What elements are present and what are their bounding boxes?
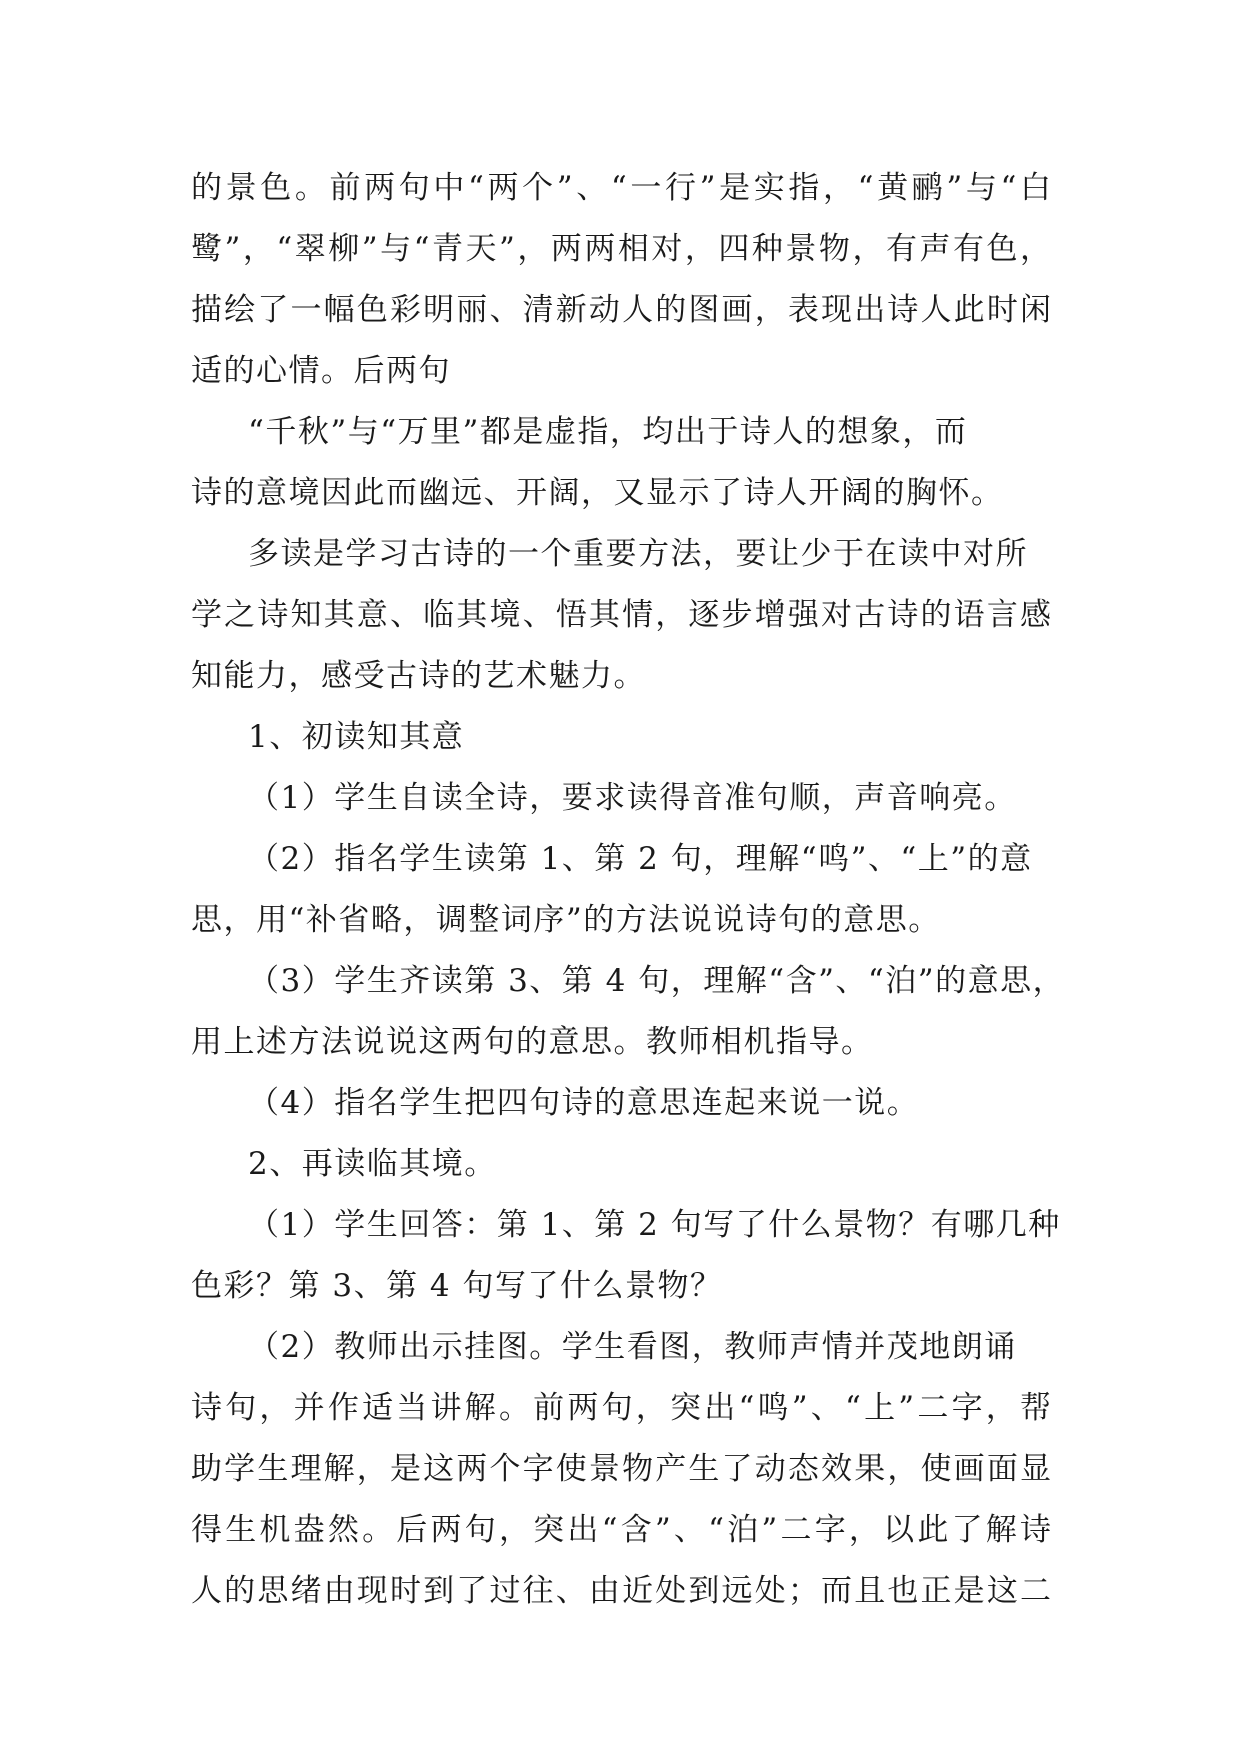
text-line: 得生机盎然。后两句，突出“含”、“泊”二字，以此了解诗 bbox=[191, 1512, 1051, 1548]
text-line: 诗的意境因此而幽远、开阔，又显示了诗人开阔的胸怀。 bbox=[191, 475, 1004, 511]
list-item: （1）学生回答：第 1、第 2 句写了什么景物？有哪几种 bbox=[248, 1207, 1061, 1243]
list-item: （2）指名学生读第 1、第 2 句，理解“鸣”、“上”的意 bbox=[248, 841, 1033, 877]
text-line: 用上述方法说说这两句的意思。教师相机指导。 bbox=[191, 1024, 874, 1060]
text-line: 描绘了一幅色彩明丽、清新动人的图画，表现出诗人此时闲 bbox=[191, 292, 1051, 328]
section-heading: 1、初读知其意 bbox=[248, 719, 465, 755]
list-item: （2）教师出示挂图。学生看图，教师声情并茂地朗诵 bbox=[248, 1329, 1017, 1365]
list-item: （1）学生自读全诗，要求读得音准句顺，声音响亮。 bbox=[248, 780, 1017, 816]
text-line: 助学生理解，是这两个字使景物产生了动态效果，使画面显 bbox=[191, 1451, 1051, 1487]
text-line: 诗句，并作适当讲解。前两句，突出“鸣”、“上”二字，帮 bbox=[191, 1390, 1051, 1426]
text-line: 思，用“补省略，调整词序”的方法说说诗句的意思。 bbox=[191, 902, 941, 938]
text-line: 人的思绪由现时到了过往、由近处到远处；而且也正是这二 bbox=[191, 1573, 1051, 1609]
section-heading: 2、再读临其境。 bbox=[248, 1146, 497, 1182]
text-line: 色彩？第 3、第 4 句写了什么景物？ bbox=[191, 1268, 723, 1304]
text-line: 学之诗知其意、临其境、悟其情，逐步增强对古诗的语言感 bbox=[191, 597, 1051, 633]
paragraph-start-line: 多读是学习古诗的一个重要方法，要让少于在读中对所 bbox=[248, 536, 1028, 572]
text-line: 适的心情。后两句 bbox=[191, 353, 451, 389]
paragraph-start-line: “千秋”与“万里”都是虚指，均出于诗人的想象，而 bbox=[248, 414, 968, 450]
list-item: （4）指名学生把四句诗的意思连起来说一说。 bbox=[248, 1085, 920, 1121]
text-line: 鹭”，“翠柳”与“青天”，两两相对，四种景物，有声有色， bbox=[191, 231, 1051, 267]
text-line: 知能力，感受古诗的艺术魅力。 bbox=[191, 658, 646, 694]
text-line: 的景色。前两句中“两个”、“一行”是实指，“黄鹂”与“白 bbox=[191, 170, 1051, 206]
list-item: （3）学生齐读第 3、第 4 句，理解“含”、“泊”的意思， bbox=[248, 963, 1066, 999]
